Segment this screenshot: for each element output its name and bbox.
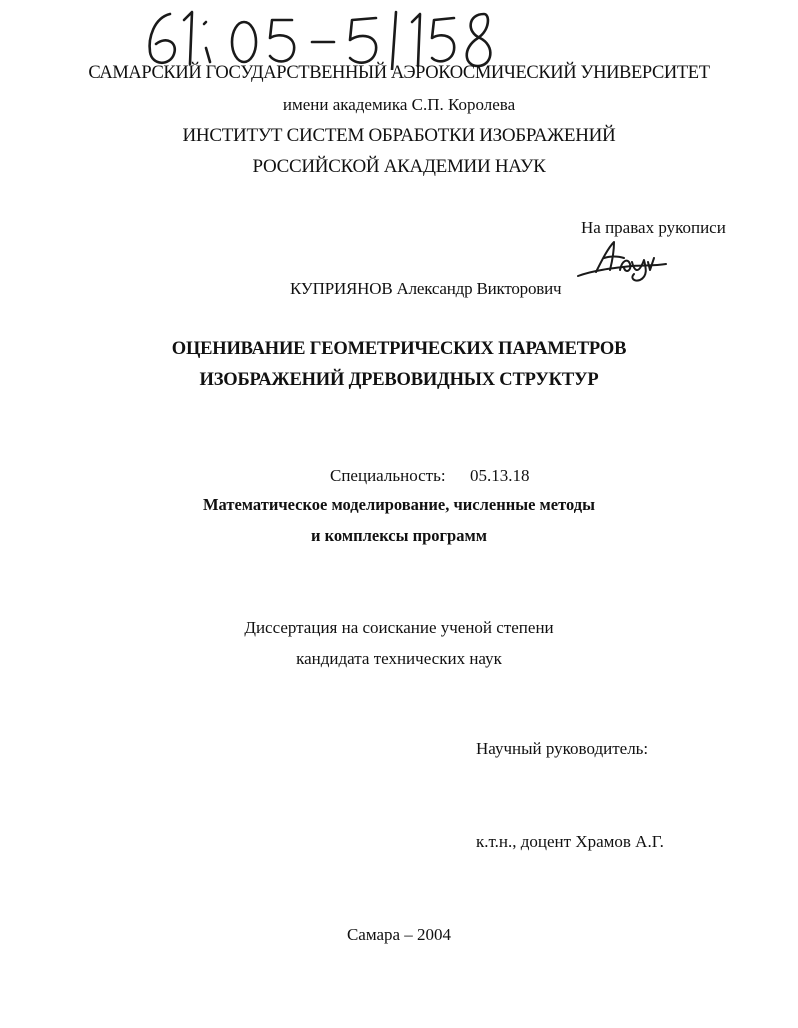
dissertation-line-2: кандидата технических наук — [296, 649, 502, 668]
place-year: Самара – 2004 — [346, 925, 452, 944]
handwritten-archive-code — [140, 8, 500, 70]
institute-line-2: РОССИЙСКОЙ АКАДЕМИИ НАУК — [252, 156, 546, 177]
dissertation-title-line-1: ОЦЕНИВАНИЕ ГЕОМЕТРИЧЕСКИХ ПАРАМЕТРОВ — [171, 339, 627, 359]
author-signature — [574, 240, 670, 282]
named-after: имени академика С.П. Королева — [282, 95, 516, 114]
institute-line-1: ИНСТИТУТ СИСТЕМ ОБРАБОТКИ ИЗОБРАЖЕНИЙ — [182, 125, 616, 146]
author-name: КУПРИЯНОВ Александр Викторович — [290, 279, 562, 298]
dissertation-title-line-2: ИЗОБРАЖЕНИЙ ДРЕВОВИДНЫХ СТРУКТУР — [199, 370, 599, 390]
specialty-name-line-1: Математическое моделирование, численные методы — [202, 495, 596, 514]
specialty-name-line-2: и комплексы программ — [311, 526, 487, 545]
specialty-code: 05.13.18 — [470, 466, 530, 485]
supervisor-label: Научный руководитель: — [476, 739, 649, 758]
specialty-label: Специальность: — [330, 466, 446, 485]
supervisor-name: к.т.н., доцент Храмов А.Г. — [476, 832, 664, 851]
dissertation-line-1: Диссертация на соискание ученой степени — [244, 618, 554, 637]
rights-label: На правах рукописи — [581, 218, 726, 237]
university-name: САМАРСКИЙ ГОСУДАРСТВЕННЫЙ АЭРОКОСМИЧЕСКИЙ УНИВЕРСИТЕТ — [88, 63, 710, 83]
